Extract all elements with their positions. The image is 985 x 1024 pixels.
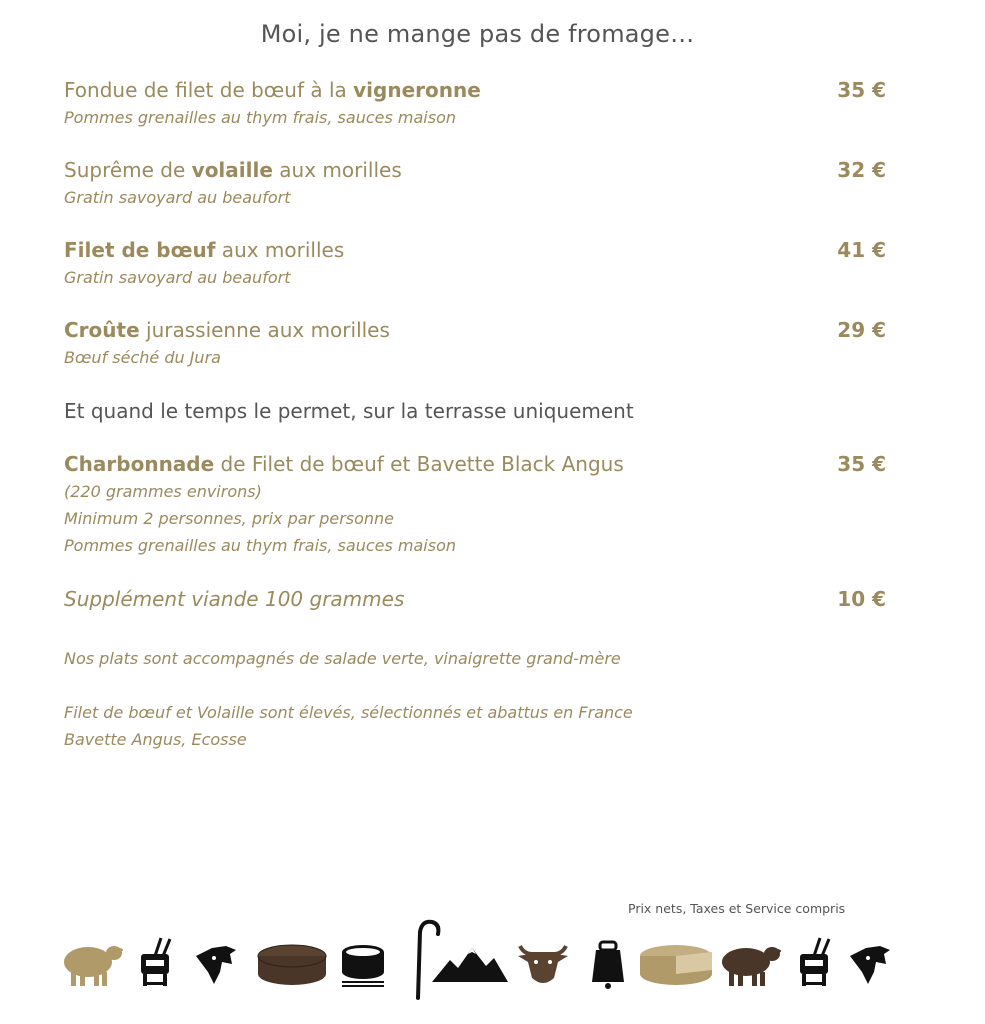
icon-strip — [0, 918, 985, 1018]
menu-item-description: Pommes grenailles au thym frais, sauces maison — [64, 536, 456, 555]
menu-item-description: Pommes grenailles au thym frais, sauces maison — [64, 108, 456, 127]
menu-item-description: (220 grammes environs) — [64, 482, 262, 501]
supplement-row — [64, 585, 886, 613]
supplement-label: Supplément viande 100 grammes — [64, 587, 405, 611]
menu-item-price: 35 € — [837, 452, 886, 476]
page-title: Moi, je ne mange pas de fromage… — [260, 20, 695, 48]
menu-item — [64, 156, 886, 211]
supplement-price: 10 € — [837, 587, 886, 611]
fondue-pot-icon — [137, 936, 177, 988]
goat-head-icon — [192, 942, 238, 986]
menu-item — [64, 76, 886, 131]
menu-item-description: Gratin savoyard au beaufort — [64, 188, 291, 207]
sheep-dark-icon — [720, 942, 782, 988]
cow-head-icon — [516, 938, 570, 988]
note-origin: Filet de bœuf et Volaille sont élevés, sélectionnés et abattus en France — [64, 703, 633, 722]
price-disclaimer: Prix nets, Taxes et Service compris — [628, 901, 846, 916]
note-accompaniment: Nos plats sont accompagnés de salade verte, vinaigrette grand-mère — [64, 649, 621, 668]
cheese-wheel-light-icon — [638, 942, 714, 986]
menu-item-price: 41 € — [837, 238, 886, 262]
menu-item-price: 35 € — [837, 78, 886, 102]
goat-head-icon — [846, 942, 892, 986]
cowbell-icon — [588, 940, 628, 990]
menu-item — [64, 316, 886, 371]
terrace-heading: Et quand le temps le permet, sur la terrasse uniquement — [64, 399, 634, 423]
fondue-pot-icon — [796, 936, 836, 988]
menu-item-description: Bœuf séché du Jura — [64, 348, 221, 367]
menu-item-description: Gratin savoyard au beaufort — [64, 268, 291, 287]
menu-item-charbonnade — [64, 450, 886, 559]
menu-item-name: Charbonnade de Filet de bœuf et Bavette Black Angus — [64, 452, 624, 476]
menu-item-name: Croûte jurassienne aux morilles — [64, 318, 390, 342]
note-origin-angus: Bavette Angus, Ecosse — [64, 730, 247, 749]
menu-item-description: Minimum 2 personnes, prix par personne — [64, 509, 395, 528]
menu-item — [64, 236, 886, 291]
mountains-icon — [432, 944, 508, 984]
cheese-wheel-icon — [256, 942, 328, 986]
sheep-icon — [62, 940, 124, 988]
menu-item-name: Filet de bœuf aux morilles — [64, 238, 345, 262]
menu-item-price: 32 € — [837, 158, 886, 182]
cheese-box-icon — [340, 942, 386, 990]
menu-item-name: Fondue de filet de bœuf à la vigneronne — [64, 78, 481, 102]
menu-item-price: 29 € — [837, 318, 886, 342]
menu-item-name: Suprême de volaille aux morilles — [64, 158, 402, 182]
